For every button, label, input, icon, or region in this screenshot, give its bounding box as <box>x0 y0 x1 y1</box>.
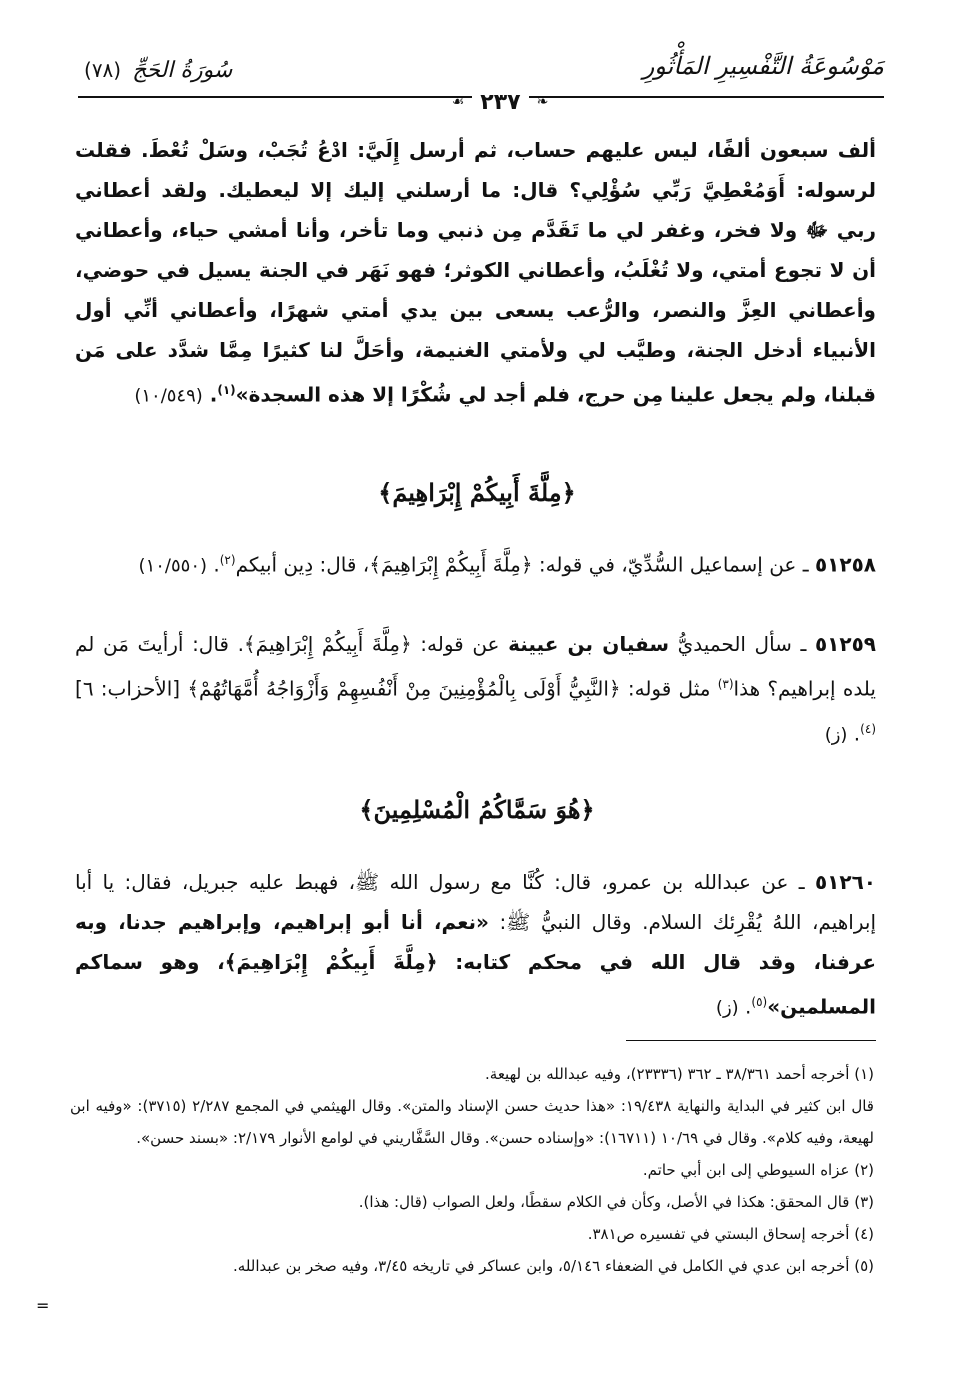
narration-5259: ٥١٢٥٩ ـ سأل الحميديُّ سفيان بن عيينة عن قوله: ﴿مِلَّةَ أَبِيكُمْ إِبْرَاهِيمَ﴾. قال: أرأيتَ مَن لم يلده إبراهيم؟ هذا$^{(٣)}$ مثل قوله: ﴿النَّبِيُّ أَوْلَى بِالْمُؤْمِنِينَ مِنْ أَنْفُسِهِمْ وَأَزْوَاجُهُ أُمَّهَاتُهُمْ﴾ [الأحزاب: ٦]$^{(٤)}$. (ز) <box>75 632 877 746</box>
narrator-name: سفيان بن عيينة <box>508 632 670 656</box>
source-ref: (١٠/٥٤٩) <box>134 385 203 407</box>
narration-number: ٥١٢٥٨ <box>814 552 876 577</box>
page-number: ٢٣٧ <box>472 90 528 115</box>
footnote: (٢) عزاه السيوطي إلى ابن أبي حاتم. <box>642 1161 874 1179</box>
footnote-marker: (٣) <box>717 677 734 691</box>
narration-number: ٥١٢٦٠ <box>814 870 876 894</box>
footnote: (٣) قال المحقق: هكذا في الأصل، وكأن في الكلام سقطًا، ولعل الصواب (قال: هذا). <box>358 1193 874 1211</box>
narration-number: ٥١٢٥٩ <box>814 632 877 656</box>
source-ref: (ز) <box>824 724 848 746</box>
footnote: قال ابن كثير في البداية والنهاية ١٩/٤٣٨: «هذا حديث حسن الإسناد والمتن». وقال الهيثمي في المجمع ٢/٢٨٧ (٣٧١٥): «وفيه ابن لهيعة، وفيه كلام». وقال في ١٠/٦٩ (١٦٧١١): «وإسناده حسن». وقال السَّفَّاريني في لوامع الأنوار ٢/١٧٩: «بسند حسن». <box>70 1097 874 1147</box>
ornament-icon: ☙ <box>451 94 465 110</box>
ornament-icon: ❧ <box>536 94 549 110</box>
source-ref: (١٠/٥٥٠) <box>138 555 208 577</box>
surah-number: (٧٨) <box>84 58 122 82</box>
footnote-marker: (٥) <box>751 995 768 1009</box>
footnote: (٥) أخرجه ابن عدي في الكامل في الضعفاء ٥/١٤٦، وابن عساكر في تاريخه ٣/٤٥، وفيه صخر بن عبدالله. <box>233 1257 874 1275</box>
prophet-quote: «نعم، أنا أبو إبراهيم، وإبراهيم جدنا، وبه عرفنا، وقد قال الله في محكم كتابه: ﴿مِلَّةَ أَبِيكُمْ إِبْرَاهِيمَ﴾، وهو سماكم المسلمين» <box>75 910 876 1019</box>
narration-text: عن قوله: ﴿مِلَّةَ أَبِيكُمْ إِبْرَاهِيمَ﴾. قال: أرأيتَ مَن لم يلده إبراهيم؟ هذا <box>75 632 876 701</box>
narration-text: ـ عن عبدالله بن عمرو، قال: كُنَّا مع رسول الله ﷺ، فهبط عليه جبريل، فقال: يا أبا إبراهيم، اللهُ يُقْرِئك السلام. وقال النبيُّ ﷺ: <box>75 870 877 934</box>
surah-name: سُورَةُ الحَجِّ <box>132 58 233 83</box>
narration-text: ـ عن إسماعيل السُّدِّيّ، في قوله: ﴿مِلَّةَ أَبِيكُمْ إِبْرَاهِيمَ﴾، قال: دِين أبيكم <box>235 552 809 577</box>
footnote-marker: (١) <box>217 383 236 397</box>
footnote-continuation-mark: = <box>36 1296 50 1315</box>
running-header-surah <box>84 58 284 94</box>
narration-text: ـ سأل الحميديُّ <box>677 632 807 656</box>
footnotes <box>70 1058 874 1328</box>
page-number-box <box>420 88 580 116</box>
verse-heading: ﴿هُوَ سَمَّاكُمُ الْمُسْلِمِينَ﴾ <box>359 795 595 824</box>
paragraph-text: ألف سبعون ألفًا، ليس عليهم حساب، ثم أرسل إِلَيَّ: ادْعُ تُجَبْ، وسَلْ تُعْطَ. فقلت لرسوله: أَوَمُعْطِيَّ رَبِّي سُؤْلِي؟ قال: ما أرسلني إليك إلا ليعطيك. ولقد أعطاني ربي ﷻ ولا فخر، وغفر لي ما تَقَدَّم مِن ذنبي وما تأخر، وأنا أمشي حياء، وأعطاني أن لا تجوع أمتي، ولا تُغْلَبُ، وأعطاني الكوثر؛ فهو نَهَر في الجنة يسيل في حوضي، وأعطاني العِزَّ والنصر، والرُّعب يسعى بين يدي أمتي شهرًا، وأعطاني أنِّي أول الأنبياء أدخل الجنة، وطيَّب لي ولأمتي الغنيمة، وأحَلَّ لنا كثيرًا مِمَّا شدَّد على مَن قبلنا، ولم يجعل علينا مِن حرج، فلم أجد لي شُكْرًا إلا هذه السجدة» <box>75 138 876 407</box>
footnote-marker: (٤) <box>860 721 876 736</box>
footnote-marker: (٢) <box>219 553 236 567</box>
hadith-paragraph-continued: ألف سبعون ألفًا، ليس عليهم حساب، ثم أرسل إِلَيَّ: ادْعُ تُجَبْ، وسَلْ تُعْطَ. فقلت لرسوله: أَوَمُعْطِيَّ رَبِّي سُؤْلِي؟ قال: ما أرسلني إليك إلا ليعطيك. ولقد أعطاني ربي ﷻ ولا فخر، وغفر لي ما تَقَدَّم مِن ذنبي وما تأخر، وأنا أمشي حياء، وأعطاني أن لا تجوع أمتي، ولا تُغْلَبُ، وأعطاني الكوثر؛ فهو نَهَر في الجنة يسيل في حوضي، وأعطاني العِزَّ والنصر، والرُّعب يسعى بين يدي أمتي شهرًا، وأعطاني أنِّي أول الأنبياء أدخل الجنة، وطيَّب لي ولأمتي الغنيمة، وأحَلَّ لنا كثيرًا مِمَّا شدَّد على مَن قبلنا، ولم يجعل علينا مِن حرج، فلم أجد لي شُكْرًا إلا هذه السجدة»$^{(١)}$. (١٠/٥٤٩) <box>75 138 876 407</box>
footnote-rule <box>626 1040 876 1041</box>
narration-text: مثل قوله: ﴿النَّبِيُّ أَوْلَى بِالْمُؤْمِنِينَ مِنْ أَنْفُسِهِمْ وَأَزْوَاجُهُ أُمَّهَاتُهُمْ﴾ [الأحزاب: ٦] <box>75 676 711 701</box>
running-header-book-title: مَوْسُوعَةُ التَّفْسِيرِ المَأْثُورِ <box>642 52 884 80</box>
narration-5258: ٥١٢٥٨ ـ عن إسماعيل السُّدِّيّ، في قوله: ﴿مِلَّةَ أَبِيكُمْ إِبْرَاهِيمَ﴾، قال: دِين أبيكم$^{(٢)}$. (١٠/٥٥٠) <box>138 552 876 577</box>
footnote: (١) أخرجه أحمد ٣٨/٣٦١ ـ ٣٦٢ (٢٣٣٣٦)، وفيه عبدالله بن لهيعة. <box>485 1065 874 1083</box>
footnote: (٤) أخرجه إسحاق البستي في تفسيره ص٣٨١. <box>587 1225 874 1243</box>
narration-5260: ٥١٢٦٠ ـ عن عبدالله بن عمرو، قال: كُنَّا مع رسول الله ﷺ، فهبط عليه جبريل، فقال: يا أبا إبراهيم، اللهُ يُقْرِئك السلام. وقال النبيُّ ﷺ: «نعم، أنا أبو إبراهيم، وإبراهيم جدنا، وبه عرفنا، وقد قال الله في محكم كتابه: ﴿مِلَّةَ أَبِيكُمْ إِبْرَاهِيمَ﴾، وهو سماكم المسلمين»$^{(٥)}$. (ز) <box>75 870 877 1019</box>
verse-heading: ﴿مِلَّةَ أَبِيكُمْ إِبْرَاهِيمَ﴾ <box>378 478 576 507</box>
source-ref: (ز) <box>715 997 739 1019</box>
